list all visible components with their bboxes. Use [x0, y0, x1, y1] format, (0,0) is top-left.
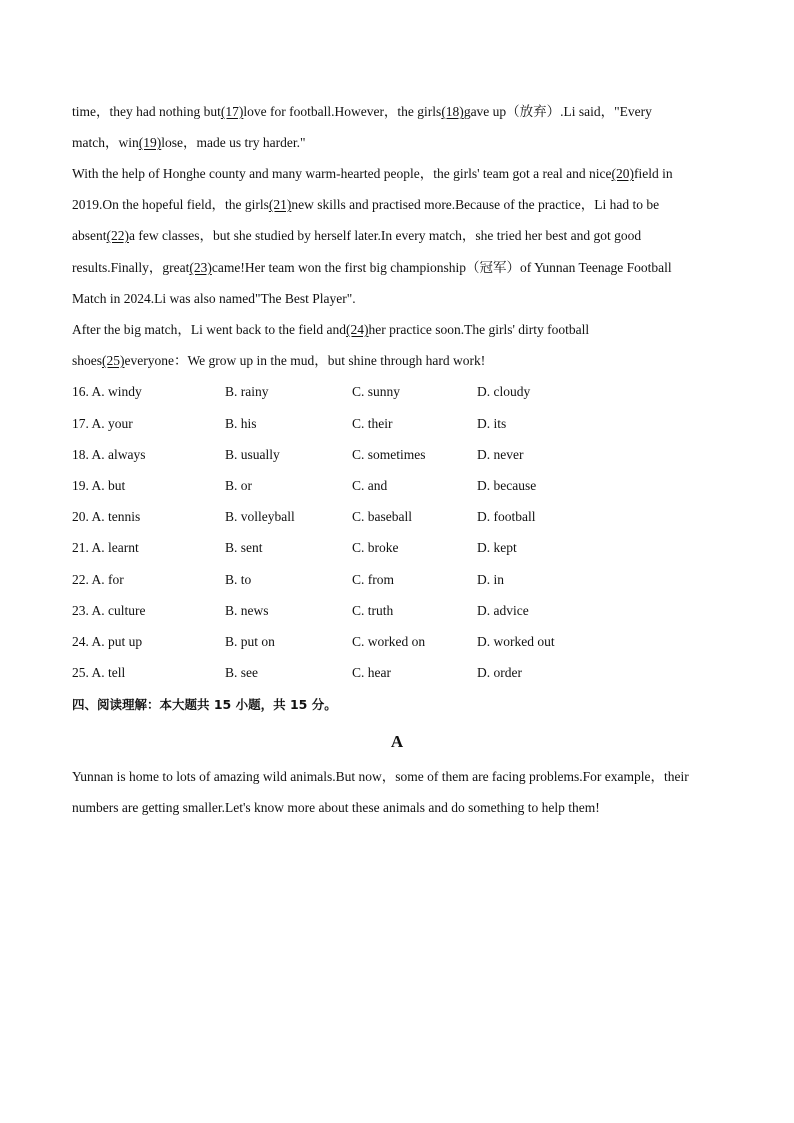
- blank-19: (19): [138, 135, 162, 150]
- option-c: C. sunny: [352, 384, 401, 399]
- option-a: 23. A. culture: [72, 603, 146, 618]
- question-23-options: [72, 602, 722, 620]
- option-d: D. kept: [477, 540, 517, 555]
- blank-20: (20): [611, 166, 634, 181]
- option-c: C. truth: [352, 603, 394, 618]
- option-a: 24. A. put up: [72, 634, 143, 649]
- option-c: C. worked on: [352, 634, 426, 649]
- passage-line-5: absent(22)a few classes，but she studied by herself later.In every match，she tried her best and got good: [72, 228, 642, 243]
- option-c: C. and: [352, 478, 388, 493]
- option-b: B. sent: [225, 540, 263, 555]
- passage-line-4: 2019.On the hopeful field，the girls(21)new skills and practised more.Because of the practice，Li had to be: [72, 197, 660, 212]
- question-17-options: [72, 415, 722, 433]
- passage-a-line-1: Yunnan is home to lots of amazing wild animals.But now，some of them are facing problems.For example，their: [72, 769, 689, 784]
- option-d: D. advice: [477, 603, 529, 618]
- passage-line-8: After the big match，Li went back to the field and(24)her practice soon.The girls' dirty football: [72, 322, 590, 337]
- option-c: C. from: [352, 572, 394, 587]
- option-c: C. hear: [352, 665, 391, 680]
- option-d: D. never: [477, 447, 524, 462]
- option-b: B. to: [225, 572, 252, 587]
- option-d: D. football: [477, 509, 536, 524]
- option-a: 22. A. for: [72, 572, 124, 587]
- blank-17: (17): [220, 104, 244, 119]
- option-c: C. sometimes: [352, 447, 426, 462]
- option-b: B. put on: [225, 634, 275, 649]
- question-22-options: [72, 571, 722, 589]
- option-b: B. his: [225, 416, 257, 431]
- option-b: B. news: [225, 603, 269, 618]
- section-heading: 四、阅读理解：本大题共 15 小题，共 15 分。: [72, 697, 337, 712]
- question-21-options: [72, 539, 722, 557]
- option-a: 17. A. your: [72, 416, 133, 431]
- option-d: D. order: [477, 665, 522, 680]
- option-a: 19. A. but: [72, 478, 126, 493]
- option-b: B. usually: [225, 447, 280, 462]
- option-c: C. baseball: [352, 509, 412, 524]
- question-25-options: [72, 664, 722, 682]
- option-a: 18. A. always: [72, 447, 146, 462]
- blank-22: (22): [106, 228, 129, 243]
- option-d: D. in: [477, 572, 504, 587]
- option-a: 16. A. windy: [72, 384, 142, 399]
- option-a: 20. A. tennis: [72, 509, 141, 524]
- passage-title: A: [390, 732, 404, 751]
- passage-a-line-2: numbers are getting smaller.Let's know more about these animals and do something to help them!: [72, 800, 600, 815]
- option-b: B. see: [225, 665, 258, 680]
- option-d: D. cloudy: [477, 384, 531, 399]
- question-20-options: [72, 508, 722, 526]
- blank-18: (18): [441, 104, 464, 119]
- question-16-options: [72, 383, 722, 401]
- option-a: 25. A. tell: [72, 665, 126, 680]
- blank-25: (25): [102, 353, 125, 368]
- option-c: C. their: [352, 416, 393, 431]
- option-d: D. because: [477, 478, 537, 493]
- question-18-options: [72, 446, 722, 464]
- passage-line-7: Match in 2024.Li was also named"The Best Player".: [72, 291, 356, 306]
- passage-line-3: With the help of Honghe county and many warm-hearted people，the girls' team got a real and nice(20)field in: [72, 166, 673, 181]
- blank-23: (23): [189, 260, 212, 275]
- blank-21: (21): [268, 197, 292, 212]
- option-b: B. rainy: [225, 384, 269, 399]
- option-c: C. broke: [352, 540, 399, 555]
- option-d: D. worked out: [477, 634, 555, 649]
- option-d: D. its: [477, 416, 507, 431]
- blank-24: (24): [346, 322, 369, 337]
- passage-line-2: match，win(19)lose，made us try harder.": [72, 135, 306, 150]
- passage-line-9: shoes(25)everyone：We grow up in the mud，but shine through hard work!: [72, 353, 486, 368]
- passage-line-1: time，they had nothing but(17)love for football.However，the girls(18)gave up（放弃）.Li said，"Every: [72, 104, 652, 119]
- option-b: B. volleyball: [225, 509, 295, 524]
- question-19-options: [72, 477, 722, 495]
- question-24-options: [72, 633, 722, 651]
- passage-line-6: results.Finally，great(23)came!Her team won the first big championship（冠军）of Yunnan Teenage Football: [72, 260, 672, 275]
- option-b: B. or: [225, 478, 252, 493]
- option-a: 21. A. learnt: [72, 540, 139, 555]
